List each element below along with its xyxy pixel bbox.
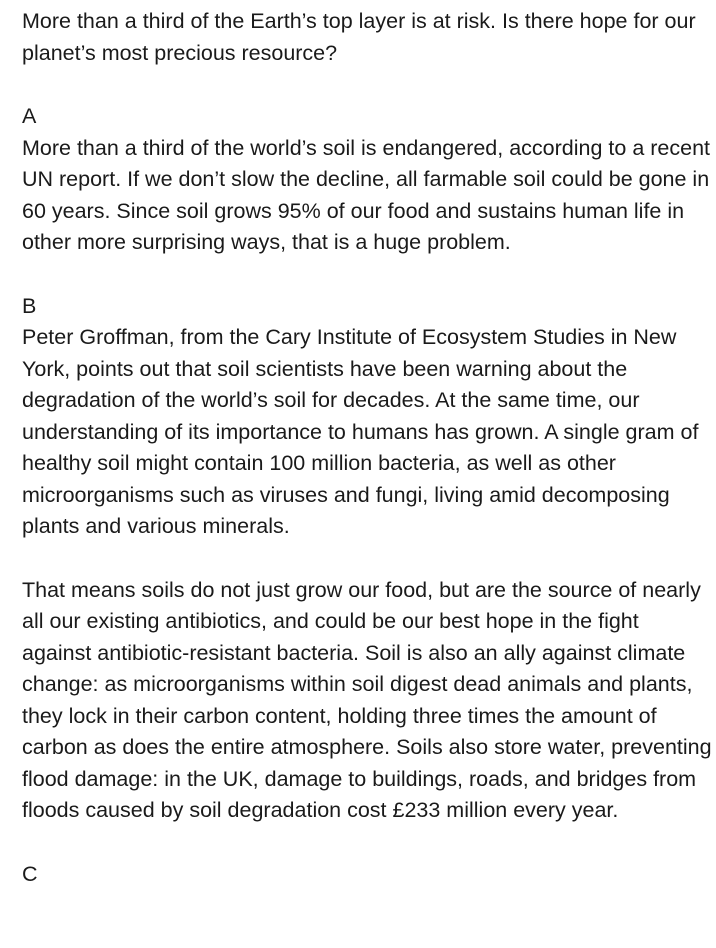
article-intro: More than a third of the Earth’s top layer is at risk. Is there hope for our planet’s most precious resource? <box>22 9 696 65</box>
section-letter-b: B <box>22 293 37 318</box>
section-b-paragraph-1: Peter Groffman, from the Cary Institute of Ecosystem Studies in New York, points out that soil scientists have been warning about the degradation of the world’s soil for decades. At the same time, our understanding of its importance to humans has grown. A single gram of healthy soil might contain 100 million bacteria, as well as other microorganisms such as viruses and fungi, living amid decomposing plants and various minerals. <box>22 325 699 538</box>
section-letter-c: C <box>22 861 38 886</box>
section-b <box>22 291 712 827</box>
section-c <box>22 859 712 891</box>
article-body <box>22 6 712 890</box>
section-letter-a: A <box>22 104 37 128</box>
section-a <box>22 101 712 259</box>
section-a-paragraph-1: More than a third of the world’s soil is endangered, according to a recent UN report. If we don’t slow the decline, all farmable soil could be gone in 60 years. Since soil grows 95% of our food and sustains human life in other more surprising ways, that is a huge problem. <box>22 135 710 254</box>
section-b-paragraph-2: That means soils do not just grow our food, but are the source of nearly all our existing antibiotics, and could be our best hope in the fight against antibiotic-resistant bacteria. Soil is also an ally against climate change: as microorganisms within soil digest dead animals and plants, they lock in their carbon content, holding three times the amount of carbon as does the entire atmosphere. Soils also store water, preventing flood damage: in the UK, damage to buildings, roads, and bridges from floods caused by soil degradation cost £233 million every year. <box>22 577 712 822</box>
